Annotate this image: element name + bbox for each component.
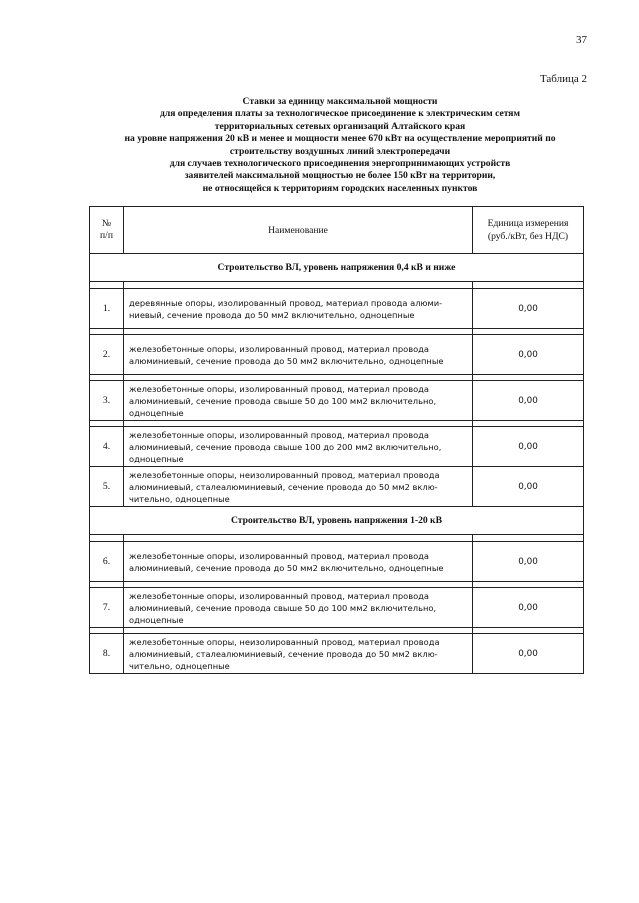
title-line: на уровне напряжения 20 кВ и менее и мощности менее 670 кВт на осуществление мероприятий по — [124, 133, 556, 145]
row-name-line: чительно, одноцепные — [129, 660, 230, 671]
row-number: 4. — [90, 427, 124, 467]
row-name-line: железобетонные опоры, изолированный провод, материал провода — [129, 550, 430, 561]
row-name-line: железобетонные опоры, изолированный провод, материал провода — [129, 590, 430, 601]
row-name-line: железобетонные опоры, неизолированный провод, материал провода — [129, 469, 440, 480]
row-name-line: железобетонные опоры, изолированный провод, материал провода — [129, 429, 430, 440]
document-title — [110, 96, 570, 195]
row-name-line: деревянные опоры, изолированный провод, материал провода алюми- — [129, 297, 443, 308]
header-name: Наименование — [124, 207, 473, 254]
row-value: 0,00 — [473, 289, 584, 329]
table-header-row — [90, 207, 584, 254]
row-name-line: алюминиевый, сечение провода до 50 мм2 включительно, одноцепные — [129, 562, 444, 573]
table-row — [90, 588, 584, 628]
row-name — [124, 542, 473, 582]
row-number: 2. — [90, 335, 124, 375]
table-row — [90, 634, 584, 674]
row-number: 6. — [90, 542, 124, 582]
row-number: 1. — [90, 289, 124, 329]
title-line: не относящейся к территориям городских населенных пунктов — [202, 182, 478, 194]
header-number-line: № — [101, 218, 112, 229]
row-name — [124, 427, 473, 467]
row-name-line: одноцепные — [129, 407, 184, 418]
row-name — [124, 289, 473, 329]
rates-table — [89, 206, 584, 674]
row-name-line: алюминиевый, сечение провода свыше 100 до 200 мм2 включительно, — [129, 441, 442, 452]
row-name-line: ниевый, сечение провода до 50 мм2 включительно, одноцепные — [129, 309, 415, 320]
section-row — [90, 507, 584, 535]
row-value: 0,00 — [473, 467, 584, 507]
header-unit-line: Единица измерения — [487, 218, 569, 229]
row-name-line: алюминиевый, сталеалюминиевый, сечение провода до 50 мм2 вклю- — [129, 648, 438, 659]
row-name-line: чительно, одноцепные — [129, 493, 230, 504]
table-row — [90, 381, 584, 421]
row-name-line: алюминиевый, сечение провода до 50 мм2 включительно, одноцепные — [129, 355, 444, 366]
title-line: территориальных сетевых организаций Алтайского края — [214, 120, 466, 132]
title-line: для случаев технологического присоединения энергопринимающих устройств — [169, 158, 511, 170]
page-number: 37 — [576, 34, 587, 46]
row-name-line: железобетонные опоры, изолированный провод, материал провода — [129, 343, 430, 354]
title-line: строительству воздушных линий электропередачи — [229, 145, 451, 157]
row-name-line: железобетонные опоры, неизолированный провод, материал провода — [129, 636, 440, 647]
table-row — [90, 467, 584, 507]
spacer-row — [90, 535, 584, 542]
section-title: Строительство ВЛ, уровень напряжения 0,4 кВ и ниже — [90, 254, 584, 282]
table-row — [90, 289, 584, 329]
header-unit-line: (руб./кВт, без НДС) — [487, 231, 569, 242]
row-number: 7. — [90, 588, 124, 628]
row-number: 5. — [90, 467, 124, 507]
row-value: 0,00 — [473, 588, 584, 628]
table-label: Таблица 2 — [539, 73, 587, 85]
section-row — [90, 254, 584, 282]
row-name — [124, 588, 473, 628]
row-name — [124, 381, 473, 421]
title-line: заявителей максимальной мощностью не более 150 кВт на территории, — [184, 170, 496, 182]
row-name-line: алюминиевый, сталеалюминиевый, сечение провода до 50 мм2 вклю- — [129, 481, 438, 492]
row-value: 0,00 — [473, 427, 584, 467]
row-number: 3. — [90, 381, 124, 421]
row-name-line: одноцепные — [129, 453, 184, 464]
row-name-line: алюминиевый, сечение провода свыше 50 до 100 мм2 включительно, — [129, 602, 437, 613]
row-name-line: одноцепные — [129, 614, 184, 625]
row-name — [124, 335, 473, 375]
header-unit — [473, 207, 584, 254]
row-value: 0,00 — [473, 381, 584, 421]
row-number: 8. — [90, 634, 124, 674]
row-name — [124, 467, 473, 507]
table-row — [90, 335, 584, 375]
header-number — [90, 207, 124, 254]
spacer-row — [90, 282, 584, 289]
row-value: 0,00 — [473, 542, 584, 582]
row-value: 0,00 — [473, 634, 584, 674]
row-name-line: железобетонные опоры, изолированный провод, материал провода — [129, 383, 430, 394]
title-line: для определения платы за технологическое присоединение к электрическим сетям — [159, 108, 521, 120]
title-line: Ставки за единицу максимальной мощности — [242, 96, 438, 107]
row-value: 0,00 — [473, 335, 584, 375]
table-row — [90, 542, 584, 582]
section-title: Строительство ВЛ, уровень напряжения 1-20 кВ — [90, 507, 584, 535]
header-number-line: п/п — [100, 230, 113, 241]
table-row — [90, 427, 584, 467]
row-name-line: алюминиевый, сечение провода свыше 50 до 100 мм2 включительно, — [129, 395, 437, 406]
row-name — [124, 634, 473, 674]
